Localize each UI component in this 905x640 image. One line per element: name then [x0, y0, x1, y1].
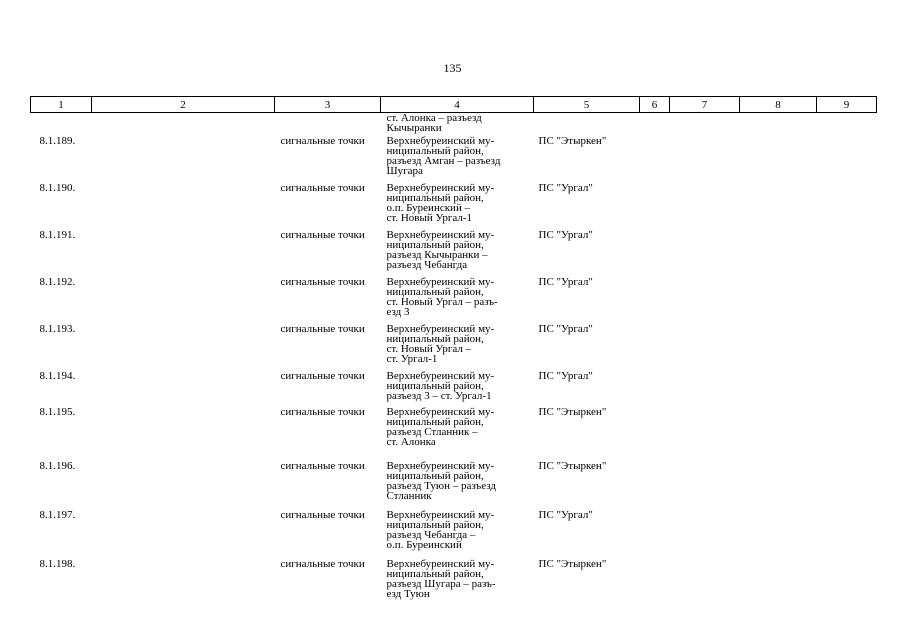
column-header: 4 [381, 97, 534, 113]
column-header: 6 [640, 97, 670, 113]
location-cell [381, 405, 534, 459]
empty-cell [817, 134, 877, 181]
location-line: ниципальный район, [386, 380, 484, 392]
row-number-cell: 8.1.194. [39, 370, 76, 382]
location-line: разъезд Туюн – разъезд [386, 480, 497, 492]
empty-cell [640, 228, 670, 275]
empty-cell [670, 405, 740, 459]
row-number-cell: 8.1.197. [39, 509, 76, 521]
row-number-cell: 8.1.196. [39, 460, 76, 472]
empty-cell [817, 459, 877, 508]
empty-cell [740, 134, 817, 181]
empty-cell [640, 134, 670, 181]
location-line: разъезд Чебангда – [386, 529, 476, 541]
object-type-cell: сигнальные точки [280, 406, 365, 418]
empty-cell [670, 459, 740, 508]
location-cell [381, 369, 534, 405]
object-type-cell: сигнальные точки [280, 509, 365, 521]
object-type-cell: сигнальные точки [280, 276, 365, 288]
table-row [31, 228, 877, 275]
empty-cell [740, 369, 817, 405]
page-number: 135 [443, 61, 462, 75]
table-row [31, 459, 877, 508]
location-line: езд 3 [386, 306, 410, 318]
substation-cell: ПС "Этыркен" [538, 406, 607, 418]
location-line: разъезд Чебангда [386, 259, 468, 271]
row-number-cell: 8.1.193. [39, 323, 76, 335]
empty-cell [92, 322, 275, 369]
empty-cell [740, 275, 817, 322]
location-line: Верхнебуреинский му- [386, 460, 495, 472]
location-line: ниципальный район, [386, 192, 484, 204]
location-line: ст. Ургал-1 [386, 353, 438, 365]
location-line: Верхнебуреинский му- [386, 276, 495, 288]
row-number-cell: 8.1.189. [39, 135, 76, 147]
location-line: Верхнебуреинский му- [386, 135, 495, 147]
location-line: Верхнебуреинский му- [386, 229, 495, 241]
empty-cell [670, 228, 740, 275]
empty-cell [640, 275, 670, 322]
empty-cell [670, 181, 740, 228]
empty-cell [817, 322, 877, 369]
empty-cell [740, 557, 817, 607]
empty-cell [817, 369, 877, 405]
table-row [31, 275, 877, 322]
location-line: ст. Новый Ургал – [386, 343, 472, 355]
row-number-cell: 8.1.190. [39, 182, 76, 194]
location-line: Шугара [386, 165, 423, 177]
location-line: ст. Новый Ургал-1 [386, 212, 472, 224]
table-row [31, 181, 877, 228]
location-cell [381, 557, 534, 607]
empty-cell [670, 557, 740, 607]
location-line: езд Туюн [386, 588, 430, 600]
location-line: ниципальный район, [386, 416, 484, 428]
substation-cell: ПС "Этыркен" [538, 135, 607, 147]
table-body [31, 113, 877, 608]
location-line: ст. Алонка – разъезд [386, 112, 482, 124]
substation-cell: ПС "Ургал" [538, 323, 593, 335]
empty-cell [817, 557, 877, 607]
table-row [31, 405, 877, 459]
empty-cell [640, 508, 670, 557]
column-header: 7 [670, 97, 740, 113]
table-row [31, 134, 877, 181]
empty-cell [92, 508, 275, 557]
empty-cell [670, 369, 740, 405]
empty-cell [640, 181, 670, 228]
empty-cell [740, 405, 817, 459]
empty-cell [670, 322, 740, 369]
substation-cell: ПС "Ургал" [538, 370, 593, 382]
object-type-cell: сигнальные точки [280, 558, 365, 570]
substation-cell: ПС "Ургал" [538, 182, 593, 194]
continuation-row [31, 113, 877, 135]
column-header: 8 [740, 97, 817, 113]
object-type-cell: сигнальные точки [280, 323, 365, 335]
location-line: ниципальный район, [386, 145, 484, 157]
object-type-cell: сигнальные точки [280, 135, 365, 147]
location-line: разъезд Шугара – разъ- [386, 578, 496, 590]
empty-cell [640, 369, 670, 405]
substation-cell: ПС "Ургал" [538, 509, 593, 521]
data-table [30, 96, 877, 607]
location-line: ниципальный район, [386, 286, 484, 298]
empty-cell [670, 134, 740, 181]
empty-cell [740, 459, 817, 508]
location-line: Верхнебуреинский му- [386, 370, 495, 382]
substation-cell: ПС "Ургал" [538, 276, 593, 288]
substation-cell: ПС "Ургал" [538, 229, 593, 241]
location-line: Верхнебуреинский му- [386, 558, 495, 570]
table-row [31, 508, 877, 557]
object-type-cell: сигнальные точки [280, 229, 365, 241]
location-line: ниципальный район, [386, 519, 484, 531]
empty-cell [670, 508, 740, 557]
column-header: 1 [31, 97, 92, 113]
empty-cell [92, 228, 275, 275]
table-row [31, 557, 877, 607]
location-cell [381, 134, 534, 181]
table-header [31, 97, 877, 113]
column-header: 9 [817, 97, 877, 113]
empty-cell [817, 181, 877, 228]
location-cell [381, 181, 534, 228]
empty-cell [670, 275, 740, 322]
empty-cell [92, 557, 275, 607]
table-row [31, 322, 877, 369]
location-line: разъезд Кычыранки – [386, 249, 488, 261]
empty-cell [92, 134, 275, 181]
table-row [31, 369, 877, 405]
substation-cell: ПС "Этыркен" [538, 460, 607, 472]
location-line: ниципальный район, [386, 333, 484, 345]
location-line: ниципальный район, [386, 239, 484, 251]
empty-cell [817, 508, 877, 557]
location-cell [381, 459, 534, 508]
empty-cell [817, 228, 877, 275]
empty-cell [640, 405, 670, 459]
location-line: о.п. Буреинский – [386, 202, 471, 214]
location-line: Верхнебуреинский му- [386, 182, 495, 194]
empty-cell [92, 275, 275, 322]
location-line: разъезд Стланник – [386, 426, 478, 438]
location-line: Верхнебуреинский му- [386, 323, 495, 335]
location-cell [381, 508, 534, 557]
column-header: 2 [92, 97, 275, 113]
location-line: ниципальный район, [386, 470, 484, 482]
empty-cell [817, 275, 877, 322]
location-line: Стланник [386, 490, 432, 502]
empty-cell [92, 459, 275, 508]
row-number-cell: 8.1.191. [39, 229, 76, 241]
location-line: Верхнебуреинский му- [386, 406, 495, 418]
empty-cell [740, 181, 817, 228]
row-number-cell: 8.1.195. [39, 406, 76, 418]
location-cell [381, 113, 534, 135]
location-cell [381, 275, 534, 322]
empty-cell [640, 557, 670, 607]
empty-cell [740, 322, 817, 369]
empty-cell [740, 508, 817, 557]
empty-cell [817, 405, 877, 459]
location-line: ст. Новый Ургал – разъ- [386, 296, 498, 308]
empty-cell [640, 459, 670, 508]
location-line: о.п. Буреинский [386, 539, 462, 551]
location-cell [381, 322, 534, 369]
location-line: Кычыранки [386, 122, 442, 134]
column-header: 3 [275, 97, 381, 113]
object-type-cell: сигнальные точки [280, 182, 365, 194]
object-type-cell: сигнальные точки [280, 370, 365, 382]
empty-cell [92, 405, 275, 459]
location-line: разъезд Амган – разъезд [386, 155, 501, 167]
empty-cell [640, 322, 670, 369]
substation-cell: ПС "Этыркен" [538, 558, 607, 570]
location-line: ниципальный район, [386, 568, 484, 580]
object-type-cell: сигнальные точки [280, 460, 365, 472]
location-line: ст. Алонка [386, 436, 436, 448]
location-line: Верхнебуреинский му- [386, 509, 495, 521]
empty-cell [740, 228, 817, 275]
row-number-cell: 8.1.192. [39, 276, 76, 288]
column-header: 5 [534, 97, 640, 113]
empty-cell [92, 181, 275, 228]
row-number-cell: 8.1.198. [39, 558, 76, 570]
location-line: разъезд 3 – ст. Ургал-1 [386, 390, 492, 402]
location-cell [381, 228, 534, 275]
empty-cell [92, 369, 275, 405]
